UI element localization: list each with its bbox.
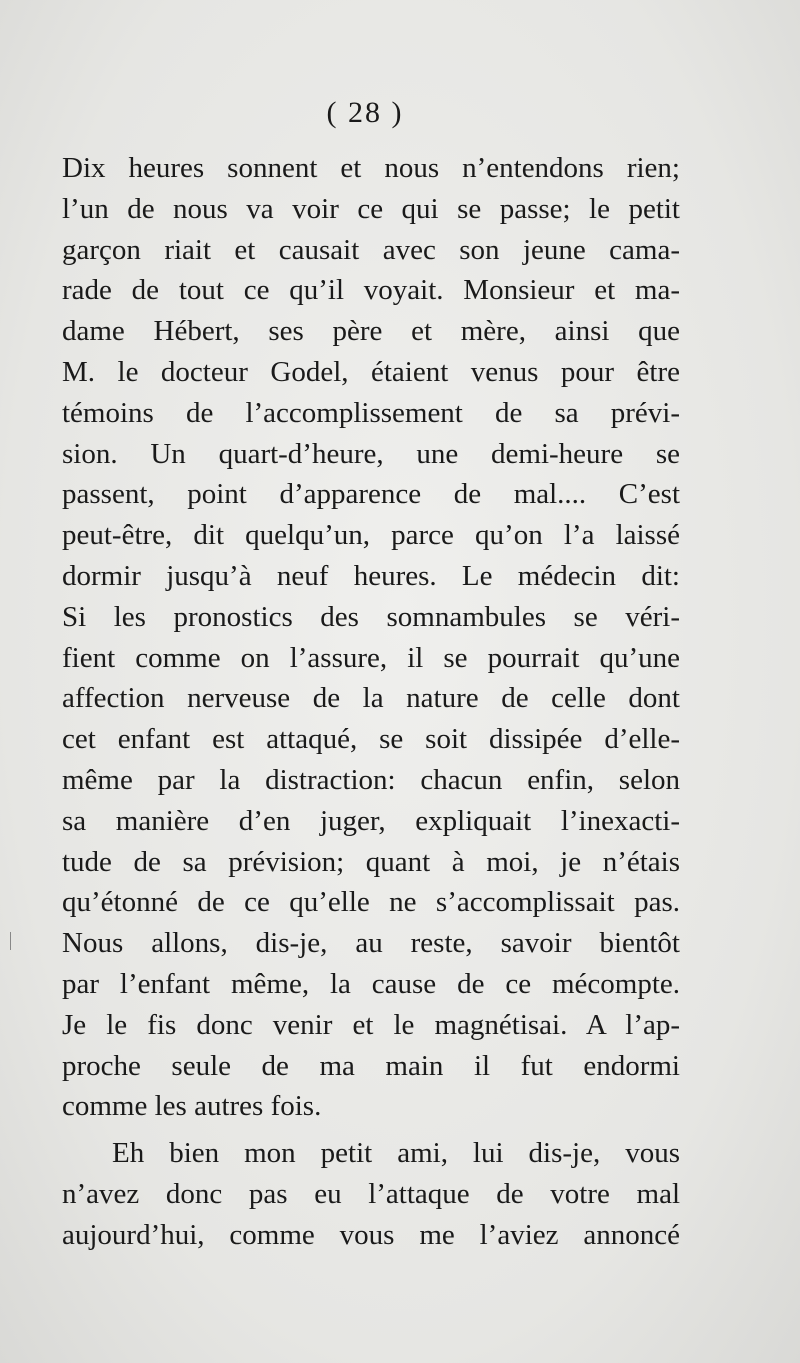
body-text xyxy=(62,148,680,1256)
text-line: M. le docteur Godel, étaient venus pour être xyxy=(62,355,680,388)
text-line: Si les pronostics des somnambules se véri- xyxy=(62,600,680,633)
text-line: même par la distraction: chacun enfin, selon xyxy=(62,763,680,796)
text-line: comme les autres fois. xyxy=(62,1090,322,1123)
text-line: dormir jusqu’à neuf heures. Le médecin dit: xyxy=(62,559,680,592)
text-line: par l’enfant même, la cause de ce mécompte. xyxy=(62,967,680,1000)
text-line: témoins de l’accomplissement de sa prévi- xyxy=(62,396,680,429)
text-line: Dix heures sonnent et nous n’entendons rien; xyxy=(62,152,680,184)
text-line: Nous allons, dis-je, au reste, savoir bientôt xyxy=(62,927,680,960)
text-line: n’avez donc pas eu l’attaque de votre mal xyxy=(62,1177,680,1210)
text-line: aujourd’hui, comme vous me l’aviez annoncé xyxy=(62,1218,680,1251)
text-line: fient comme on l’assure, il se pourrait qu’une xyxy=(62,641,680,674)
page-number: ( 28 ) xyxy=(326,96,404,129)
text-line: affection nerveuse de la nature de celle dont xyxy=(62,682,680,715)
text-line: sa manière d’en juger, expliquait l’inexacti- xyxy=(62,804,680,837)
text-line: garçon riait et causait avec son jeune cama- xyxy=(62,233,680,266)
text-line: Eh bien mon petit ami, lui dis-je, vous xyxy=(112,1137,680,1170)
text-line: proche seule de ma main il fut endormi xyxy=(62,1049,680,1082)
text-line: rade de tout ce qu’il voyait. Monsieur et ma- xyxy=(62,274,680,307)
margin-mark xyxy=(10,932,11,950)
text-line: tude de sa prévision; quant à moi, je n’étais xyxy=(62,845,680,878)
text-line: sion. Un quart-d’heure, une demi-heure se xyxy=(62,437,680,470)
text-line: dame Hébert, ses père et mère, ainsi que xyxy=(62,315,680,348)
text-line: Je le fis donc venir et le magnétisai. A l’ap- xyxy=(62,1008,680,1041)
text-line: passent, point d’apparence de mal.... C’est xyxy=(62,478,680,511)
text-line: cet enfant est attaqué, se soit dissipée d’elle- xyxy=(62,723,680,756)
text-line: qu’étonné de ce qu’elle ne s’accomplissait pas. xyxy=(62,886,680,919)
text-line: peut-être, dit quelqu’un, parce qu’on l’a laissé xyxy=(62,519,680,552)
text-line: l’un de nous va voir ce qui se passe; le petit xyxy=(62,192,680,225)
